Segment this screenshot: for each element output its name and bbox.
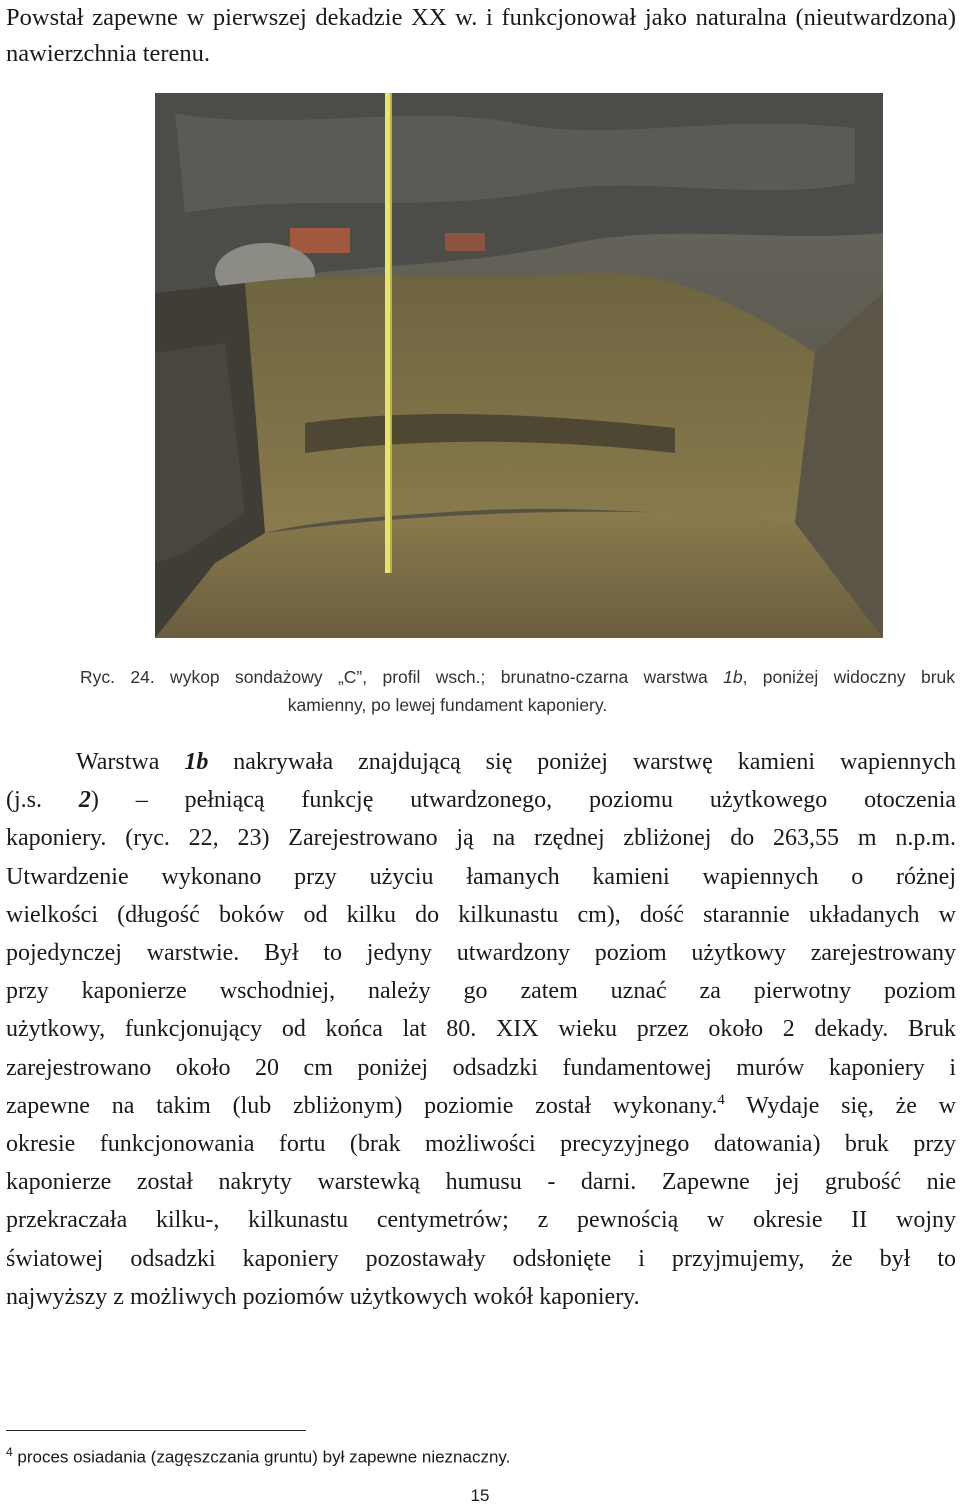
caption-text: Ryc. 24. wykop sondażowy „C”, profil wsch.; brunatno-czarna warstwa <box>80 667 724 687</box>
footnote-text: proces osiadania (zagęszczania gruntu) był zapewne nieznaczny. <box>12 1447 511 1467</box>
body-line: Utwardzenie wykonano przy użyciu łamanych kamieni wapiennych o różnej <box>6 863 956 890</box>
body-line <box>6 781 956 819</box>
caption-text: , poniżej widoczny bruk <box>742 667 955 687</box>
layer-id: 1b <box>184 749 209 775</box>
caption-line-1 <box>80 663 955 691</box>
caption-layer-id: 1b <box>723 667 743 687</box>
page-number: 15 <box>470 1486 490 1505</box>
footnote-marker: 4 <box>6 1445 13 1459</box>
footnote <box>6 1440 946 1470</box>
text: ) – pełniącą funkcję utwardzonego, poziomu użytkowego otoczenia <box>90 787 957 814</box>
body-line: użytkowy, funkcjonujący od końca lat 80. XIX wieku przez około 2 dekady. Bruk <box>6 1016 956 1043</box>
excavation-photo <box>155 93 883 638</box>
text: nakrywała znajdującą się poniżej warstwę kamieni wapiennych <box>208 749 956 775</box>
text: Warstwa <box>76 749 185 775</box>
body-line: pojedynczej warstwie. Był to jedyny utwardzony poziom użytkowy zarejestrowany <box>6 940 956 967</box>
top-paragraph: Powstał zapewne w pierwszej dekadzie XX w. i funkcjonował jako naturalna (nieutwardzona) nawierzchnia terenu. <box>6 4 956 67</box>
excavation-photo-illustration <box>155 93 883 638</box>
caption-line-2: kamienny, po lewej fundament kaponiery. <box>287 695 608 715</box>
figure-caption <box>80 663 955 719</box>
body-line: wielkości (długość boków od kilku do kilkunastu cm), dość starannie układanych w <box>6 901 956 928</box>
body-line: zarejestrowano około 20 cm poniżej odsadzki fundamentowej murów kaponiery i <box>6 1054 956 1081</box>
text: Wydaje się, że w <box>724 1092 957 1119</box>
body-line: światowej odsadzki kaponiery pozostawały odsłonięte i przyjmujemy, że był to <box>6 1245 956 1272</box>
body-line: kaponierze został nakryty warstewką humusu - darni. Zapewne jej grubość nie <box>6 1169 956 1196</box>
footnote-reference[interactable]: 4 <box>717 1091 725 1108</box>
body-line <box>6 1087 956 1125</box>
body-line: okresie funkcjonowania fortu (brak możliwości precyzyjnego datowania) bruk przy <box>6 1131 956 1158</box>
body-line: przy kaponierze wschodniej, należy go zatem uznać za pierwotny poziom <box>6 978 956 1005</box>
body-line: przekraczała kilku-, kilkunastu centymetrów; z pewnością w okresie II wojny <box>6 1207 956 1234</box>
body-paragraph <box>6 743 956 1316</box>
body-line: kaponiery. (ryc. 22, 23) Zarejestrowano ją na rzędnej zbliżonej do 263,55 m n.p.m. <box>6 825 956 852</box>
body-line: najwyższy z możliwych poziomów użytkowych wokół kaponiery. <box>6 1283 640 1310</box>
text: (j.s. <box>6 787 79 814</box>
body-line <box>6 743 956 781</box>
footnote-divider <box>6 1430 306 1431</box>
text: zapewne na takim (lub zbliżonym) poziomie został wykonany. <box>6 1092 718 1119</box>
layer-id: 2 <box>78 787 91 814</box>
